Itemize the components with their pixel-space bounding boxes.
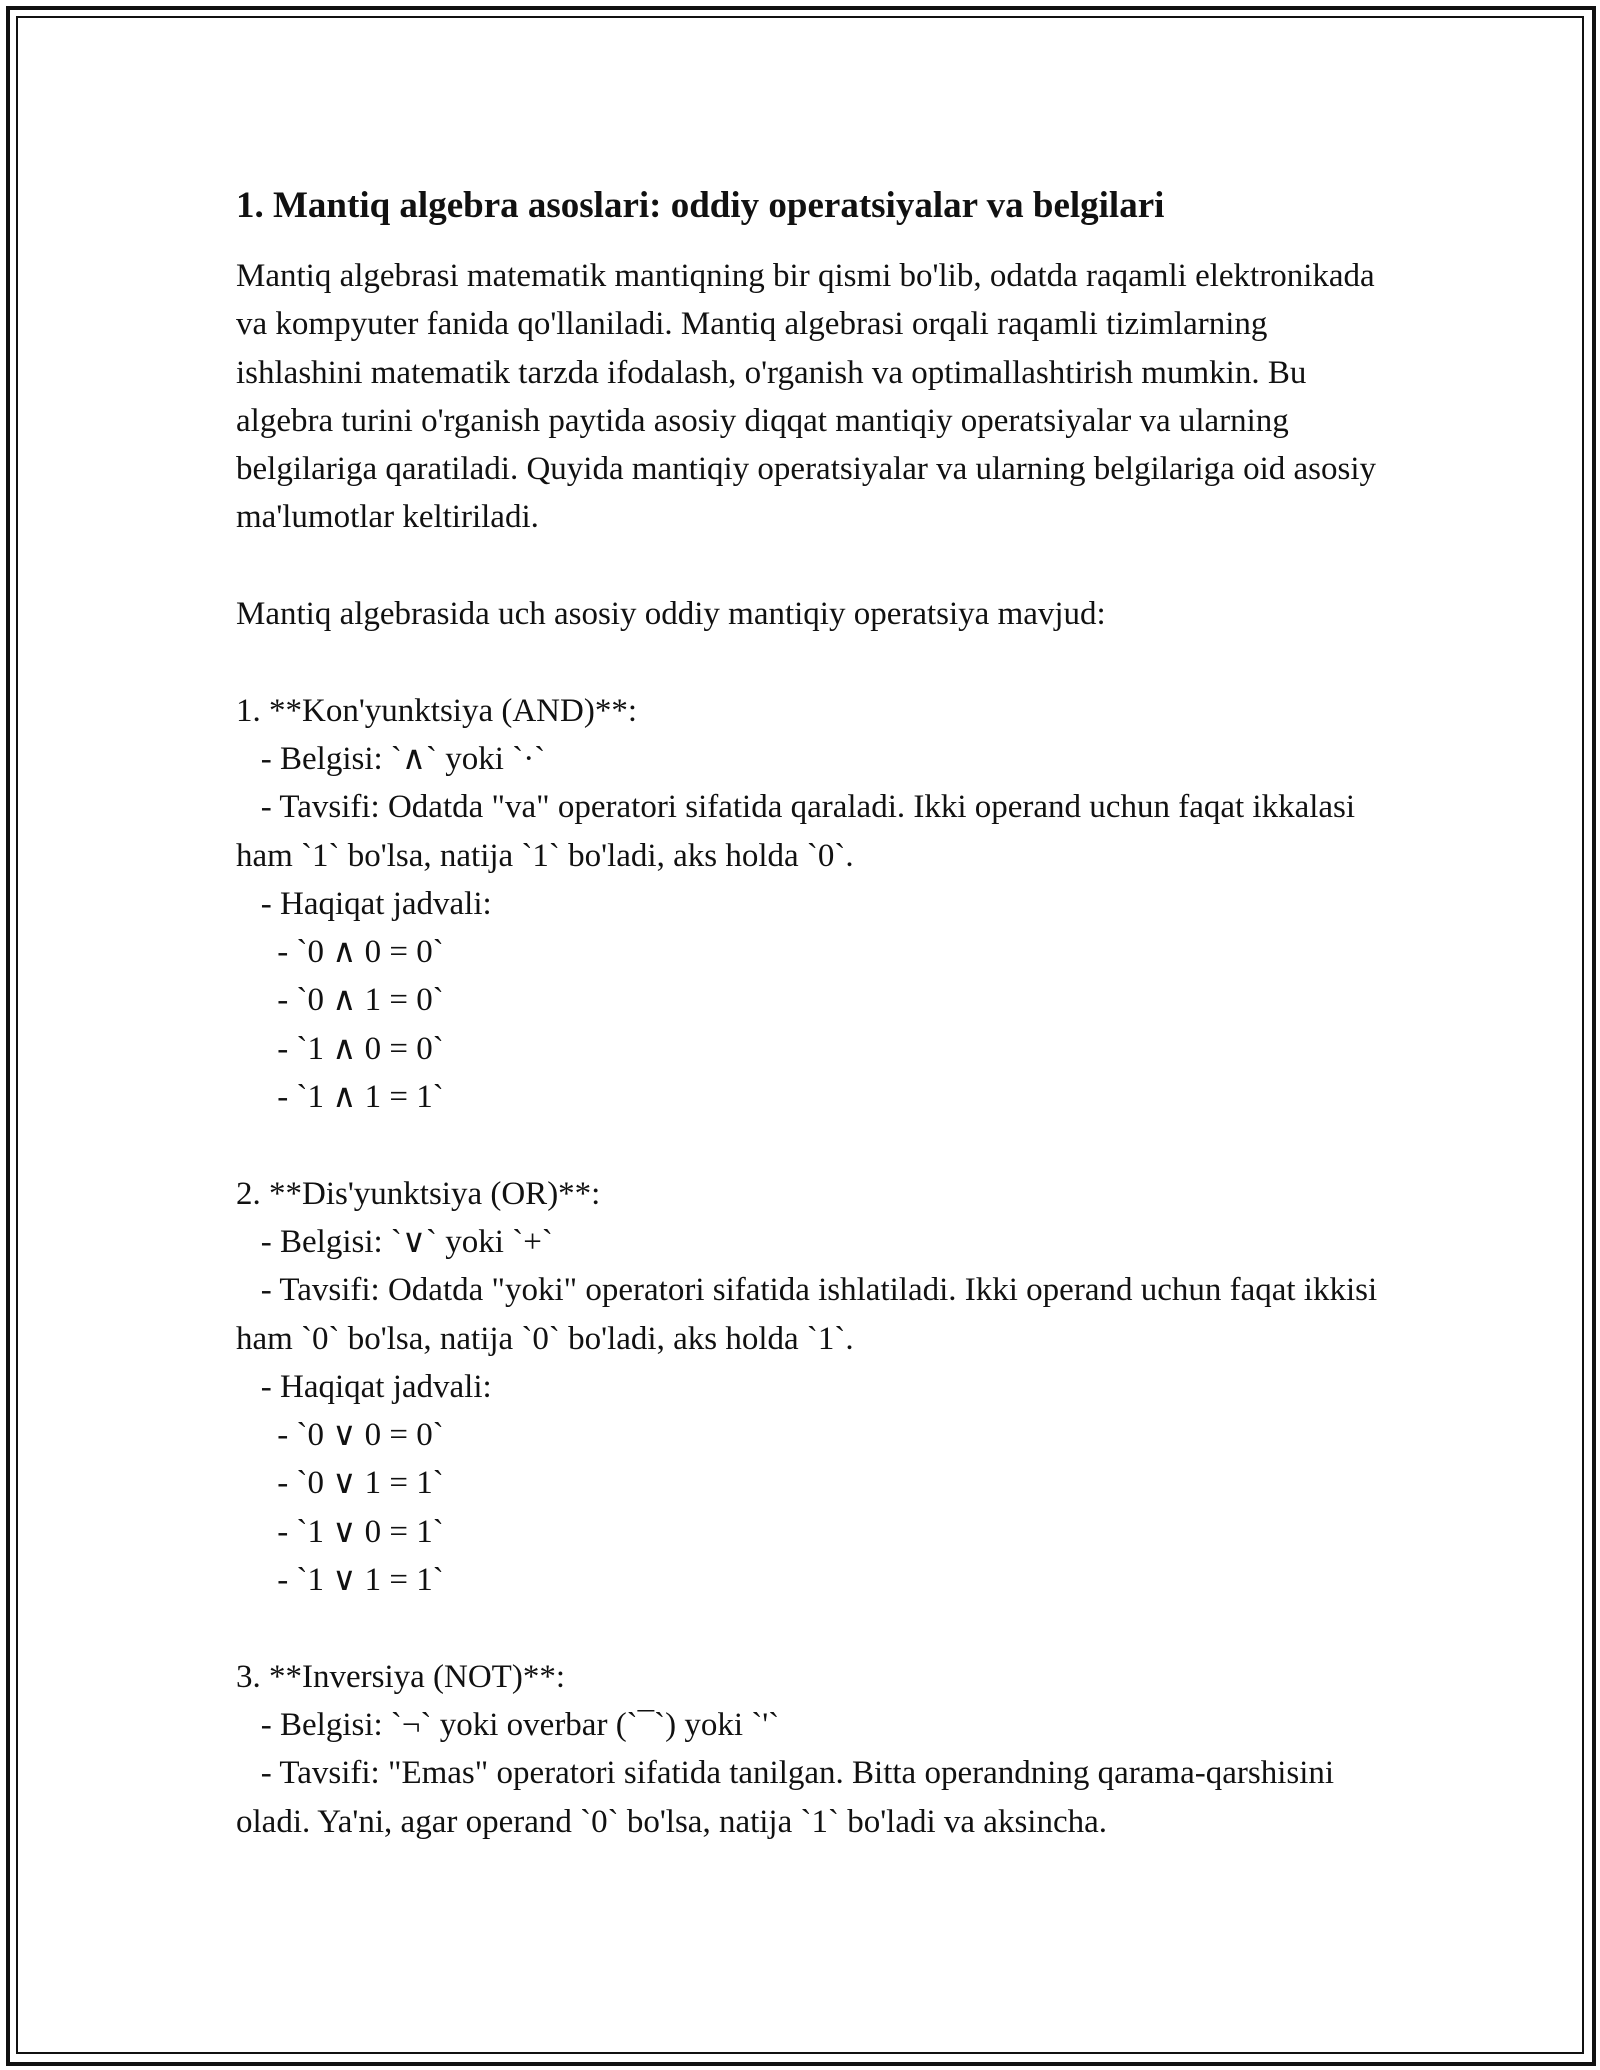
truth-table-label-and: - Haqiqat jadvali: [236, 885, 492, 922]
operation-title-or: 2. **Dis'yunktsiya (OR)**: [236, 1175, 601, 1212]
spacer [236, 638, 1386, 686]
operation-title-not: 3. **Inversiya (NOT)**: [236, 1658, 566, 1695]
operation-sign-or: - Belgisi: `∨` yoki `+` [236, 1223, 553, 1260]
spacer [236, 1604, 1386, 1652]
intro-paragraph: Mantiq algebrasi matematik mantiqning bir qismi bo'lib, odatda raqamli elektronikada va kompyuter fanida qo'llaniladi. Mantiq algebrasi orqali raqamli tizimlarning ishlashini matematik tarzda ifodalash, o'rganish va optimallashtirish mumkin. Bu algebra turini o'rganish paytida asosiy diqqat mantiqiy operatsiyalar va ularning belgilariga qaratiladi. Quyida mantiqiy operatsiyalar va ularning belgilariga oid asosiy ma'lumotlar keltiriladi. [236, 258, 1376, 536]
operation-description-or: - Tavsifi: Odatda "yoki" operatori sifatida ishlatiladi. Ikki operand uchun faqat ikkisi ham `0` bo'lsa, natija `0` bo'ladi, aks holda `1`. [236, 1272, 1386, 1357]
truth-table-row: - `0 ∧ 0 = 0` [236, 934, 444, 971]
truth-table-row: - `1 ∧ 0 = 0` [236, 1030, 444, 1067]
truth-table-label-or: - Haqiqat jadvali: [236, 1368, 492, 1405]
operation-sign-not: - Belgisi: `¬` yoki overbar (`¯`) yoki `'` [236, 1706, 780, 1743]
truth-table-row: - `0 ∨ 0 = 0` [236, 1417, 444, 1454]
operation-title-and: 1. **Kon'yunktsiya (AND)**: [236, 692, 637, 729]
truth-table-row: - `0 ∧ 1 = 0` [236, 982, 444, 1019]
section-heading: 1. Mantiq algebra asoslari: oddiy operatsiyalar va belgilari [236, 185, 1165, 226]
document-body [236, 178, 1386, 1846]
truth-table-row: - `0 ∨ 1 = 1` [236, 1465, 444, 1502]
lead-paragraph: Mantiq algebrasida uch asosiy oddiy mantiqiy operatsiya mavjud: [236, 596, 1106, 633]
truth-table-row: - `1 ∨ 1 = 1` [236, 1562, 444, 1599]
spacer [236, 1121, 1386, 1169]
spacer [236, 542, 1386, 590]
truth-table-row: - `1 ∨ 0 = 1` [236, 1513, 444, 1550]
operation-sign-and: - Belgisi: `∧` yoki `·` [236, 740, 546, 777]
truth-table-row: - `1 ∧ 1 = 1` [236, 1079, 444, 1116]
operation-description-not: - Tavsifi: "Emas" operatori sifatida tanilgan. Bitta operandning qarama-qarshisini oladi. Ya'ni, agar operand `0` bo'lsa, natija `1` bo'ladi va aksincha. [236, 1755, 1343, 1840]
operation-description-and: - Tavsifi: Odatda "va" operatori sifatida qaraladi. Ikki operand uchun faqat ikkalasi ham `1` bo'lsa, natija `1` bo'ladi, aks holda `0`. [236, 789, 1364, 874]
